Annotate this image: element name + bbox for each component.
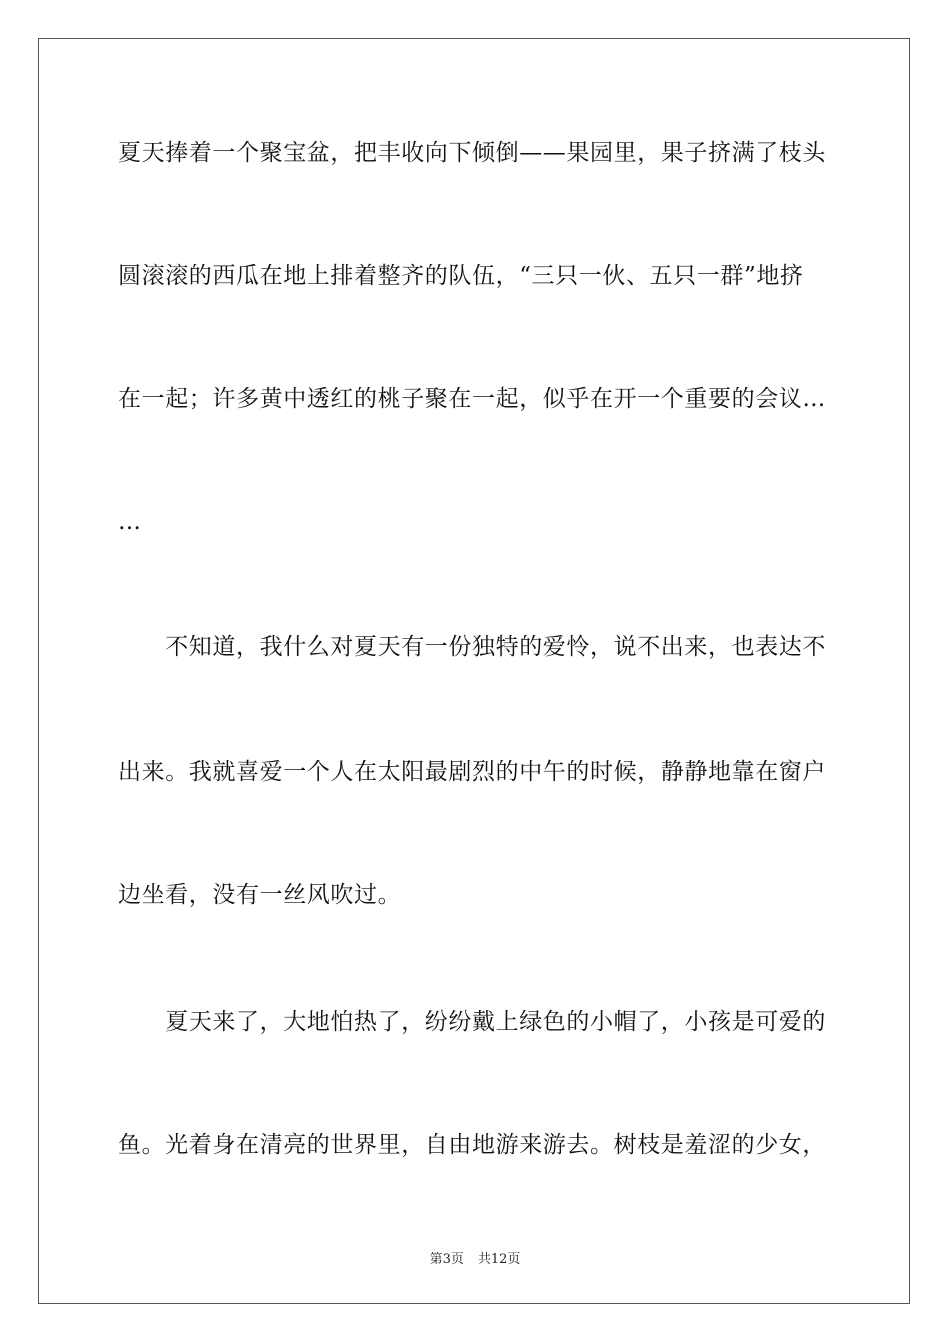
text-line: 不知道，我什么对夏天有一份独特的爱怜，说不出来，也表达不 bbox=[118, 634, 826, 660]
text-line: 边坐看，没有一丝风吹过。 bbox=[118, 882, 402, 908]
text-line: 在一起；许多黄中透红的桃子聚在一起，似乎在开一个重要的会议… bbox=[118, 386, 826, 412]
text-line: 鱼。光着身在清亮的世界里，自由地游来游去。树枝是羞涩的少女， bbox=[118, 1132, 826, 1158]
text-line: 出来。我就喜爱一个人在太阳最剧烈的中午的时候，静静地靠在窗户 bbox=[118, 759, 826, 785]
page-number: 第3页 bbox=[429, 1252, 464, 1267]
page-border bbox=[38, 38, 910, 1304]
text-line: 夏天捧着一个聚宝盆，把丰收向下倾倒——果园里，果子挤满了枝头 bbox=[118, 140, 826, 166]
page-total: 共12页 bbox=[477, 1252, 521, 1267]
page-footer bbox=[0, 1248, 950, 1267]
text-line: 圆滚滚的西瓜在地上排着整齐的队伍，“三只一伙、五只一群”地挤 bbox=[118, 263, 804, 289]
text-line: 夏天来了，大地怕热了，纷纷戴上绿色的小帽了，小孩是可爱的 bbox=[118, 1009, 826, 1035]
text-line: … bbox=[118, 509, 142, 535]
